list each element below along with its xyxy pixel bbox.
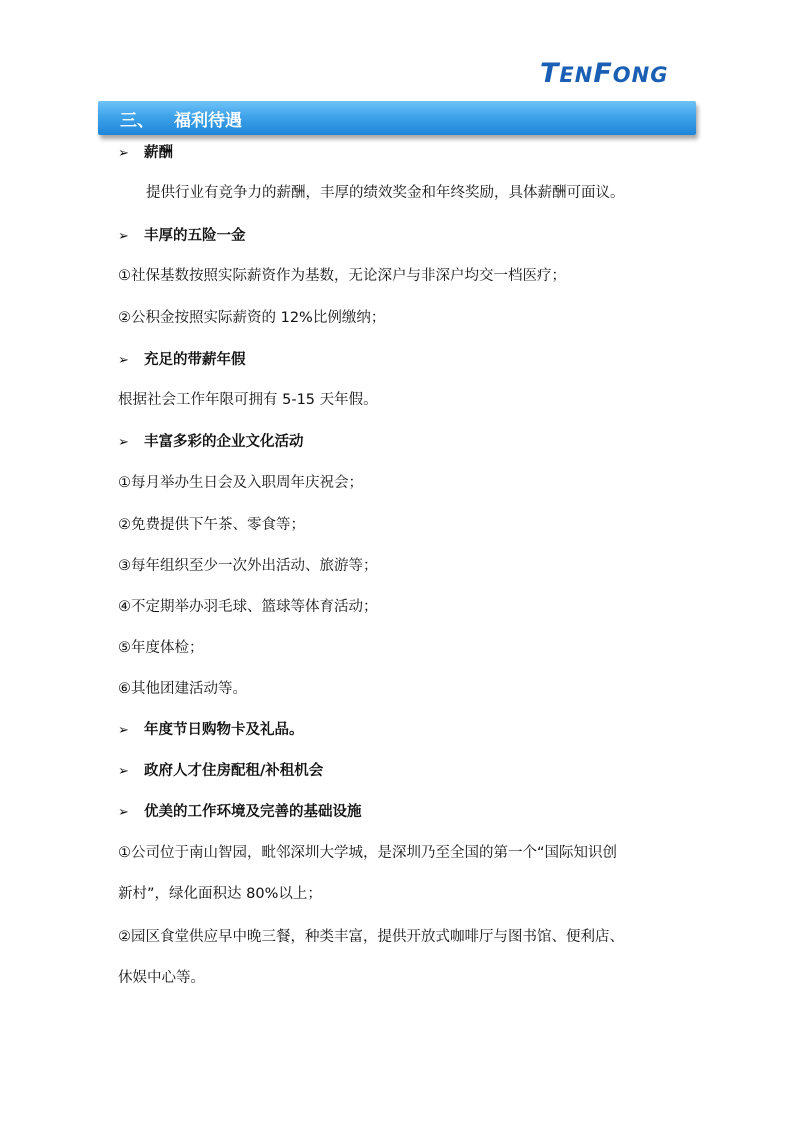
bullet-insurance: ➢ 丰厚的五险一金 bbox=[118, 226, 246, 247]
annual-leave-description: 根据社会工作年限可拥有 5-15 天年假。 bbox=[118, 392, 378, 408]
culture-item-4: ④不定期举办羽毛球、篮球等体育活动； bbox=[118, 599, 378, 615]
bullet-holiday-gifts: ➢ 年度节日购物卡及礼品。 bbox=[118, 720, 304, 741]
culture-item-5: ⑤年度体检； bbox=[118, 640, 204, 656]
bullet-environment: ➢ 优美的工作环境及完善的基础设施 bbox=[118, 802, 362, 823]
arrow-bullet-icon: ➢ bbox=[118, 229, 129, 244]
arrow-bullet-icon: ➢ bbox=[118, 435, 129, 450]
section-title: 福利待遇 bbox=[174, 110, 242, 131]
logo-letters-ong: ONG bbox=[612, 63, 669, 87]
logo-letter-t: T bbox=[540, 58, 560, 89]
arrow-bullet-icon: ➢ bbox=[118, 723, 129, 738]
salary-description: 提供行业有竞争力的薪酬，丰厚的绩效奖金和年终奖励，具体薪酬可面议。 bbox=[146, 185, 625, 201]
environment-item-1b: 新村”，绿化面积达 80%以上； bbox=[118, 886, 322, 902]
culture-item-2: ②免费提供下午茶、零食等； bbox=[118, 517, 305, 533]
arrow-bullet-icon: ➢ bbox=[118, 805, 129, 820]
section-header-benefits bbox=[98, 101, 696, 135]
insurance-item-1: ①社保基数按照实际薪资作为基数，无论深户与非深户均交一档医疗； bbox=[118, 268, 566, 284]
bullet-housing: ➢ 政府人才住房配租/补租机会 bbox=[118, 761, 323, 782]
environment-item-1a: ①公司位于南山智园，毗邻深圳大学城，是深圳乃至全国的第一个“国际知识创 bbox=[118, 845, 618, 861]
culture-item-1: ①每月举办生日会及入职周年庆祝会； bbox=[118, 475, 363, 491]
arrow-bullet-icon: ➢ bbox=[118, 764, 129, 779]
culture-item-6: ⑥其他团建活动等。 bbox=[118, 681, 247, 697]
bullet-annual-leave: ➢ 充足的带薪年假 bbox=[118, 350, 246, 371]
arrow-bullet-icon: ➢ bbox=[118, 146, 129, 161]
environment-item-2a: ②园区食堂供应早中晚三餐，种类丰富，提供开放式咖啡厅与图书馆、便利店、 bbox=[118, 929, 624, 945]
insurance-item-2: ②公积金按照实际薪资的 12%比例缴纳； bbox=[118, 310, 386, 326]
bullet-salary: ➢ 薪酬 bbox=[118, 143, 173, 164]
section-number: 三、 bbox=[120, 110, 154, 131]
tenfong-logo bbox=[540, 58, 668, 90]
arrow-bullet-icon: ➢ bbox=[118, 353, 129, 368]
logo-letters-en: EN bbox=[559, 63, 594, 87]
culture-item-3: ③每年组织至少一次外出活动、旅游等； bbox=[118, 558, 378, 574]
environment-item-2b: 休娱中心等。 bbox=[118, 970, 205, 986]
bullet-culture-activities: ➢ 丰富多彩的企业文化活动 bbox=[118, 432, 304, 453]
logo-letter-f: F bbox=[593, 58, 613, 89]
